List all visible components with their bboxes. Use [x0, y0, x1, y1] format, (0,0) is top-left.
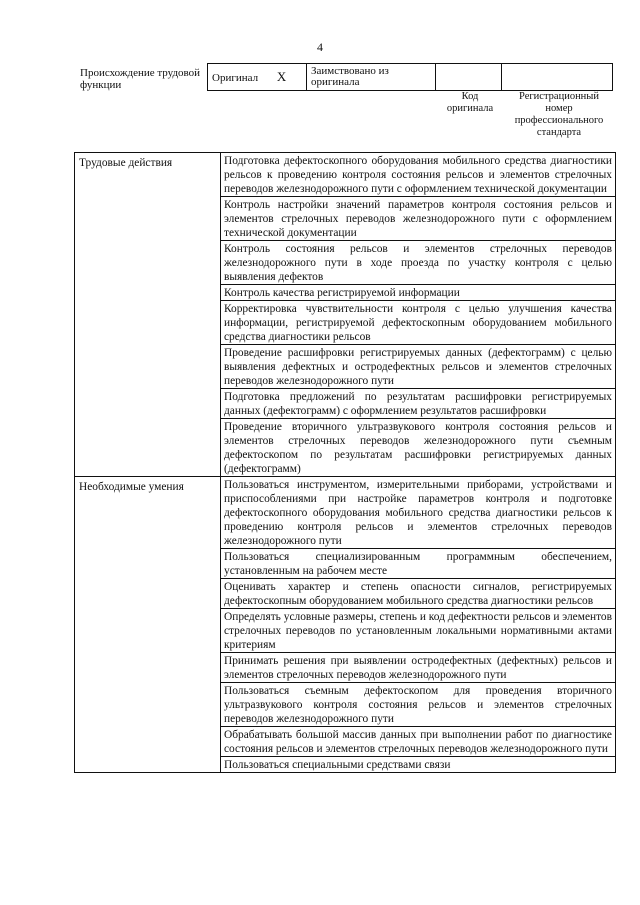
- section-item: Проведение вторичного ультразвукового контроля состояния рельсов и элементов стрелочных переводов железнодорожного пути съемным дефектоскопом по результатам расшифровки регистрируемых данных (дефектограмм): [221, 419, 616, 477]
- registration-caption: Регистрационный номер профессионального стандарта: [514, 91, 604, 138]
- code-caption: Код оригинала: [446, 91, 494, 114]
- table-row: [75, 477, 616, 549]
- section-item: Проведение расшифровки регистрируемых данных (дефектограмм) с целью выявления дефектных и остродефектных рельсов и элементов стрелочных переводов железнодорожного пути: [221, 345, 616, 389]
- section-item: Подготовка дефектоскопного оборудования мобильного средства диагностики рельсов к проведению контроля состояния рельсов и элементов стрелочных переводов железнодорожного пути с оформлением технической документации: [221, 153, 616, 197]
- section-item: Принимать решения при выявлении остродефектных (дефектных) рельсов и элементов стрелочных переводов железнодорожного пути: [221, 653, 616, 683]
- section-item: Пользоваться специальными средствами связи: [221, 757, 616, 773]
- section-item: Пользоваться инструментом, измерительными приборами, устройствами и приспособлениями при настройке параметров контроля и подготовке дефектоскопного оборудования мобильного средства диагностики рельсов к проведению контроля рельсов и элементов стрелочных переводов железнодорожного пути: [221, 477, 616, 549]
- original-cell: [208, 64, 307, 91]
- functions-table: [74, 152, 616, 773]
- section-item: Контроль качества регистрируемой информации: [221, 285, 616, 301]
- functions-table-body: [75, 153, 616, 773]
- origin-table: [207, 63, 613, 91]
- section-item: Пользоваться съемным дефектоскопом для проведения вторичного ультразвукового контроля состояния рельсов и элементов стрелочных переводов железнодорожного пути: [221, 683, 616, 727]
- section-item: Контроль настройки значений параметров контроля состояния рельсов и элементов стрелочных переводов железнодорожного пути с оформлением технической документации: [221, 197, 616, 241]
- section-item: Контроль состояния рельсов и элементов стрелочных переводов железнодорожного пути в ходе проезда по участку контроля с целью выявления дефектов: [221, 241, 616, 285]
- section-item: Пользоваться специализированным программным обеспечением, установленным на рабочем месте: [221, 549, 616, 579]
- section-title: Необходимые умения: [75, 477, 221, 773]
- section-item: Обрабатывать большой массив данных при выполнении работ по диагностике состояния рельсов и элементов стрелочных переводов железнодорожного пути: [221, 727, 616, 757]
- original-mark: X: [276, 68, 287, 84]
- original-code-cell: [436, 64, 502, 91]
- borrowed-label: Заимствовано из оригинала: [311, 65, 389, 88]
- original-label: Оригинал: [212, 71, 259, 84]
- section-item: Определять условные размеры, степень и код дефектности рельсов и элементов стрелочных переводов по установленным локальными нормативными актами критериям: [221, 609, 616, 653]
- table-row: [75, 153, 616, 197]
- borrowed-cell: [307, 64, 436, 91]
- section-item: Подготовка предложений по результатам расшифровки регистрируемых данных (дефектограмм) с оформлением результатов расшифровки: [221, 389, 616, 419]
- origin-label: Происхождение трудовой функции: [80, 67, 201, 91]
- section-title: Трудовые действия: [75, 153, 221, 477]
- page-number: 4: [317, 40, 323, 54]
- section-item: Оценивать характер и степень опасности сигналов, регистрируемых дефектоскопным оборудованием мобильного средства диагностики рельсов: [221, 579, 616, 609]
- section-item: Корректировка чувствительности контроля с целью улучшения качества информации, регистрируемой дефектоскопным оборудованием мобильного средства диагностики рельсов: [221, 301, 616, 345]
- registration-number-cell: [502, 64, 613, 91]
